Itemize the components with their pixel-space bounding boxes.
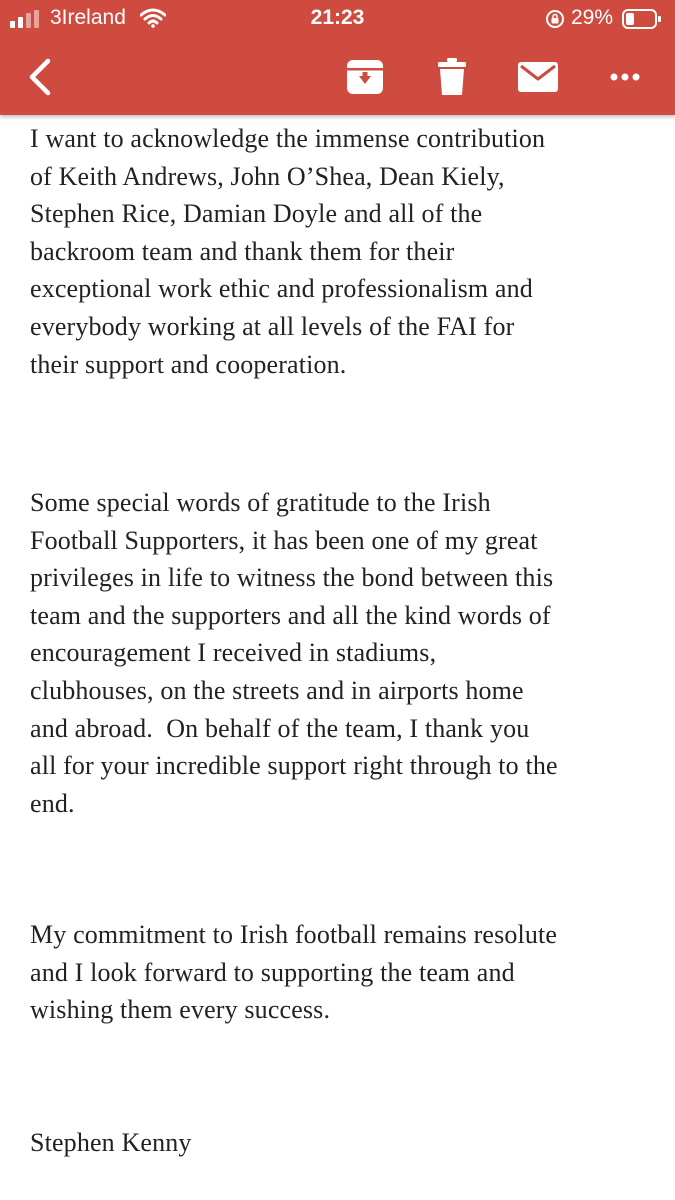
clock: 21:23 [310,6,365,29]
text-line: wishing them every success. [30,995,331,1025]
text-line: Stephen Rice, Damian Doyle and all of the [30,199,483,229]
text-line: backroom team and thank them for their [30,236,455,266]
text-line: and I look forward to supporting the team and [30,957,515,987]
text-line: and abroad. On behalf of the team, I thank you [30,713,530,743]
delete-button[interactable] [428,52,476,102]
envelope-icon [518,62,558,92]
text-line: all for your incredible support right through to the [30,751,558,781]
text-line: team and the supporters and all the kind words of [30,600,551,630]
archive-icon [346,59,384,95]
archive-button[interactable] [340,52,390,102]
text-line: exceptional work ethic and professionalism and [30,274,533,304]
text-line: encouragement I received in stadiums, [30,638,437,668]
back-button[interactable] [18,52,62,102]
email-paragraph [30,484,558,822]
text-line: of Keith Andrews, John O’Shea, Dean Kiely, [30,161,505,191]
trash-icon [437,58,467,96]
email-signature: Stephen Kenny [30,1128,192,1157]
text-line: clubhouses, on the streets and in airports home [30,675,524,705]
rotation-lock-icon [545,9,565,29]
text-line: their support and cooperation. [30,349,347,379]
battery-percent: 29% [571,6,614,29]
text-line: Football Supporters, it has been one of my great [30,525,538,555]
email-paragraph [30,916,557,1029]
battery-icon [622,9,662,29]
text-line: privileges in life to witness the bond between this [30,563,554,593]
text-line: end. [30,788,75,818]
more-horizontal-icon [610,73,640,81]
email-paragraph [30,120,545,383]
text-line: Some special words of gratitude to the Irish [30,488,491,517]
mark-unread-button[interactable] [512,52,564,102]
chevron-left-icon [26,57,54,97]
text-line: My commitment to Irish football remains resolute [30,920,558,949]
text-line: I want to acknowledge the immense contribution [30,124,546,153]
text-line: everybody working at all levels of the FAI for [30,311,515,341]
status-bar [0,0,675,38]
app-bar [0,0,675,115]
more-options-button[interactable] [600,52,650,102]
carrier-name: 3Ireland [50,6,126,29]
